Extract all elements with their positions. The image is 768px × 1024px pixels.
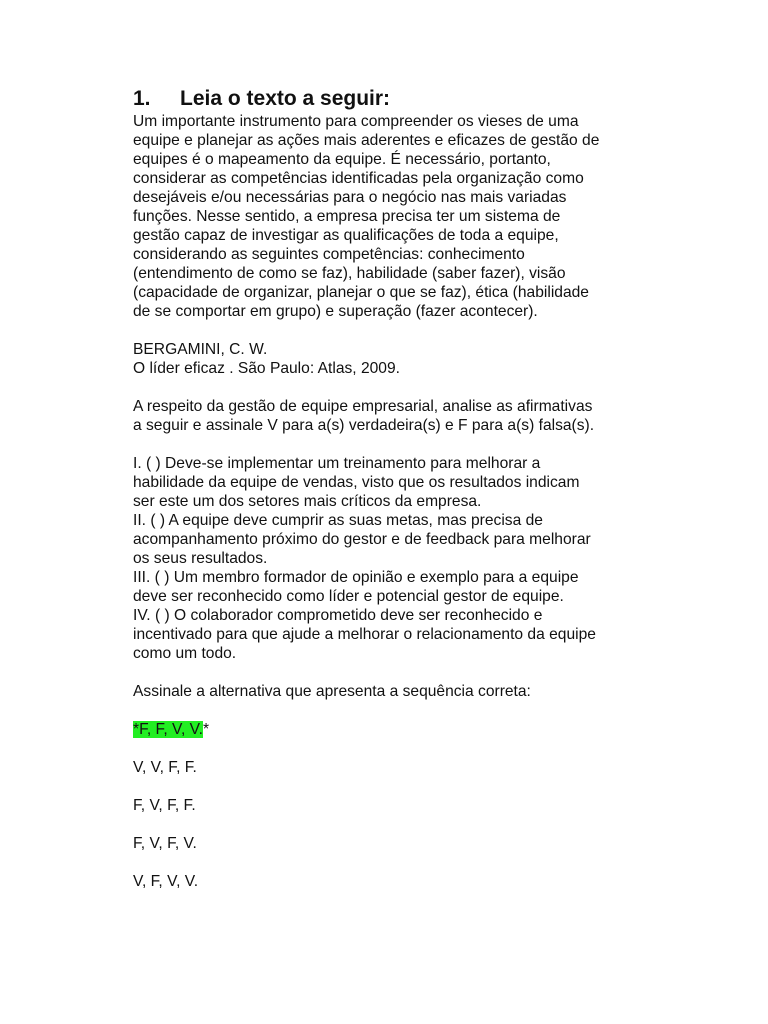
statement-line: incentivado para que ajude a melhorar o relacionamento da equipe <box>133 626 596 643</box>
passage-line: gestão capaz de investigar as qualificações de toda a equipe, <box>133 227 559 244</box>
prompt <box>133 397 663 435</box>
statement-line: III. ( ) Um membro formador de opinião e exemplo para a equipe <box>133 569 579 586</box>
reference <box>133 340 663 378</box>
answer-option: F, V, F, F. <box>133 797 196 814</box>
passage-line: (capacidade de organizar, planejar o que se faz), ética (habilidade <box>133 284 589 301</box>
statement-line: acompanhamento próximo do gestor e de feedback para melhorar <box>133 531 591 548</box>
correct-answer-highlight: *F, F, V, V. <box>133 721 203 738</box>
answer-option: V, F, V, V. <box>133 873 199 890</box>
reference-source: O líder eficaz . São Paulo: Atlas, 2009. <box>133 360 400 377</box>
statement-line: IV. ( ) O colaborador comprometido deve ser reconhecido e <box>133 607 543 624</box>
passage-line: equipes é o mapeamento da equipe. É necessário, portanto, <box>133 151 551 168</box>
statement-line: I. ( ) Deve-se implementar um treinamento para melhorar a <box>133 455 541 472</box>
statements <box>133 454 663 663</box>
passage <box>133 112 663 321</box>
passage-line: desejáveis e/ou necessárias para o negócio nas mais variadas <box>133 189 567 206</box>
answer-option: V, V, F, F. <box>133 759 197 776</box>
statement-line: deve ser reconhecido como líder e potencial gestor de equipe. <box>133 588 564 605</box>
question-title: Leia o texto a seguir: <box>180 87 391 110</box>
statement-line: como um todo. <box>133 645 237 662</box>
question-heading <box>133 86 663 112</box>
statement-line: habilidade da equipe de vendas, visto que os resultados indicam <box>133 474 580 491</box>
instruction: Assinale a alternativa que apresenta a sequência correta: <box>133 683 531 700</box>
question-content <box>133 86 663 891</box>
prompt-line: A respeito da gestão de equipe empresarial, analise as afirmativas <box>133 398 593 415</box>
correct-answer-trailing: * <box>202 721 210 738</box>
statement-line: os seus resultados. <box>133 550 268 567</box>
passage-line: (entendimento de como se faz), habilidade (saber fazer), visão <box>133 265 566 282</box>
statement-line: ser este um dos setores mais críticos da empresa. <box>133 493 482 510</box>
passage-line: considerar as competências identificadas pela organização como <box>133 170 584 187</box>
passage-line: funções. Nesse sentido, a empresa precisa ter um sistema de <box>133 208 561 225</box>
passage-line: equipe e planejar as ações mais aderentes e eficazes de gestão de <box>133 132 600 149</box>
correct-answer-option <box>133 720 663 739</box>
prompt-line: a seguir e assinale V para a(s) verdadeira(s) e F para a(s) falsa(s). <box>133 417 595 434</box>
reference-author: BERGAMINI, C. W. <box>133 341 268 358</box>
passage-line: considerando as seguintes competências: conhecimento <box>133 246 525 263</box>
question-number: 1. <box>133 87 151 110</box>
statement-line: II. ( ) A equipe deve cumprir as suas metas, mas precisa de <box>133 512 543 529</box>
passage-line: de se comportar em grupo) e superação (fazer acontecer). <box>133 303 538 320</box>
answer-option: F, V, F, V. <box>133 835 197 852</box>
passage-line: Um importante instrumento para compreender os vieses de uma <box>133 113 579 130</box>
